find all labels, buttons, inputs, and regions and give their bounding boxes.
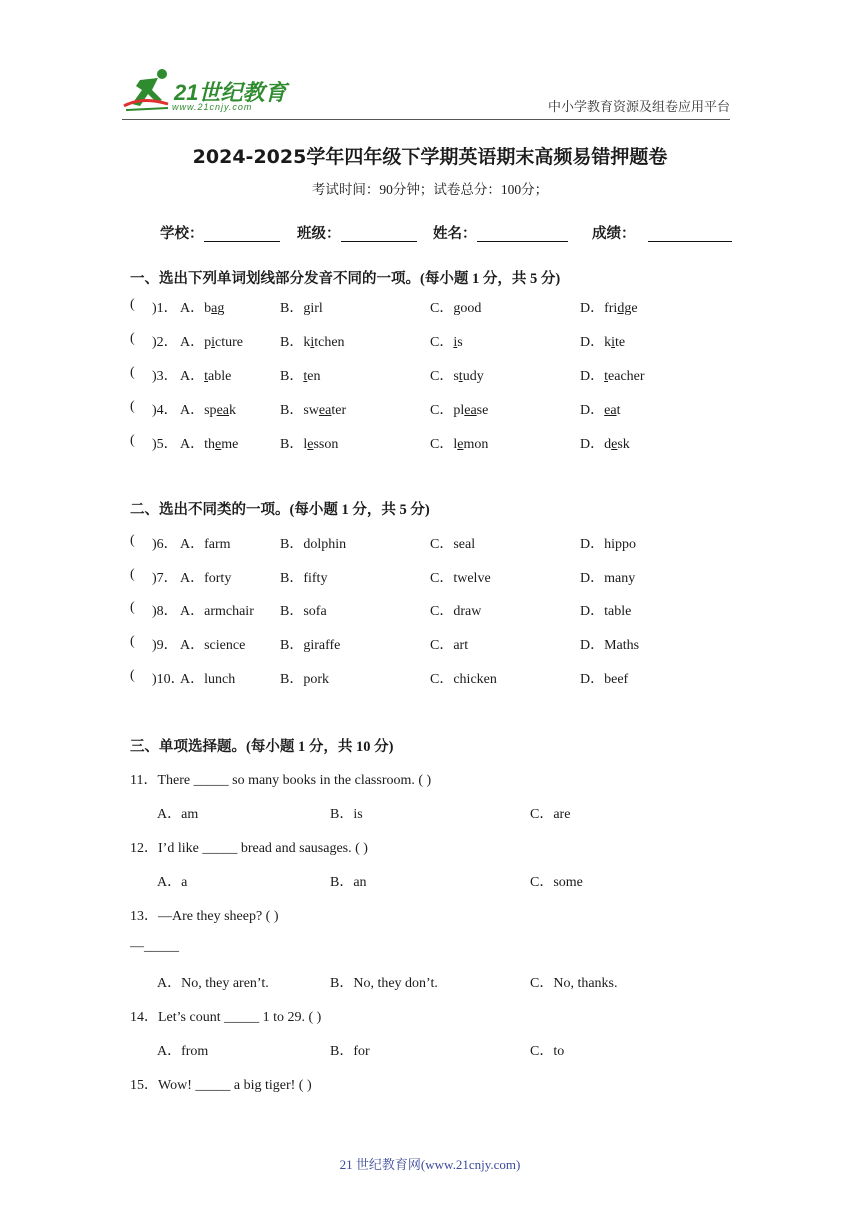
question-number: )9． bbox=[152, 638, 178, 653]
option-c: C．twelve bbox=[430, 571, 491, 586]
exam-title: 2024-2025学年四年级下学期英语期末高频易错押题卷 bbox=[192, 146, 668, 168]
option-c: C．chicken bbox=[430, 672, 497, 687]
q11-option-b: B．is bbox=[330, 807, 363, 822]
q14-option-a: A．from bbox=[157, 1044, 209, 1059]
score-blank bbox=[648, 225, 732, 242]
question-12: 12．I’d like _____ bread and sausages. ( ) bbox=[130, 841, 368, 856]
question-15: 15．Wow! _____ a big tiger! ( ) bbox=[130, 1078, 312, 1093]
option-d: D．table bbox=[580, 604, 632, 619]
option-d: D．teacher bbox=[580, 369, 645, 384]
question-number: )4． bbox=[152, 403, 178, 418]
option-c: C．seal bbox=[430, 537, 476, 552]
answer-paren: ( bbox=[130, 331, 135, 346]
q14-option-b: B．for bbox=[330, 1044, 370, 1059]
platform-name: 中小学教育资源及组卷应用平台 bbox=[547, 99, 730, 114]
question-number: )2． bbox=[152, 335, 178, 350]
option-a: A．theme bbox=[180, 437, 239, 452]
answer-paren: ( bbox=[130, 634, 135, 649]
option-a: A．forty bbox=[180, 571, 232, 586]
score-label: 成绩： bbox=[592, 226, 636, 242]
question-row-7 bbox=[130, 567, 750, 587]
option-b: B．sofa bbox=[280, 604, 327, 619]
option-b: B．fifty bbox=[280, 571, 328, 586]
answer-paren: ( bbox=[130, 668, 135, 683]
page-header bbox=[0, 0, 860, 120]
q12-option-c: C．some bbox=[530, 875, 583, 890]
name-blank bbox=[477, 225, 568, 242]
question-number: )8． bbox=[152, 604, 178, 619]
option-d: D．many bbox=[580, 571, 636, 586]
answer-paren: ( bbox=[130, 433, 135, 448]
option-b: B．sweater bbox=[280, 403, 347, 418]
option-c: C．please bbox=[430, 403, 489, 418]
question-11: 11．There _____ so many books in the classroom. ( ) bbox=[130, 773, 432, 788]
option-a: A．science bbox=[180, 638, 246, 653]
name-field bbox=[433, 222, 568, 243]
option-d: D．kite bbox=[580, 335, 626, 350]
question-number: )3． bbox=[152, 369, 178, 384]
q11-option-a: A．am bbox=[157, 807, 199, 822]
runner-logo-icon bbox=[122, 66, 174, 112]
q12-option-b: B．an bbox=[330, 875, 367, 890]
question-number: )5． bbox=[152, 437, 178, 452]
option-a: A．table bbox=[180, 369, 232, 384]
option-a: A．speak bbox=[180, 403, 236, 418]
answer-paren: ( bbox=[130, 365, 135, 380]
option-d: D．beef bbox=[580, 672, 629, 687]
option-b: B．giraffe bbox=[280, 638, 341, 653]
option-c: C．study bbox=[430, 369, 484, 384]
page-footer: 21 世纪教育网(www.21cnjy.com) bbox=[339, 1157, 521, 1172]
option-d: D．Maths bbox=[580, 638, 640, 653]
option-d: D．desk bbox=[580, 437, 630, 452]
question-row-10 bbox=[130, 668, 750, 688]
option-b: B．lesson bbox=[280, 437, 339, 452]
logo-text: 21世纪教育 bbox=[174, 80, 287, 105]
option-b: B．ten bbox=[280, 369, 321, 384]
question-row-1 bbox=[130, 297, 750, 317]
section3-heading: 三、单项选择题。(每小题 1 分，共 10 分) bbox=[130, 739, 394, 755]
question-row-5 bbox=[130, 433, 750, 453]
option-b: B．girl bbox=[280, 301, 323, 316]
option-c: C．lemon bbox=[430, 437, 489, 452]
option-a: A．picture bbox=[180, 335, 243, 350]
answer-paren: ( bbox=[130, 600, 135, 615]
q13-option-b: B．No, they don’t. bbox=[330, 976, 438, 991]
question-number: )6． bbox=[152, 537, 178, 552]
answer-paren: ( bbox=[130, 297, 135, 312]
q13-answer-line: —_____ bbox=[130, 939, 179, 954]
school-field bbox=[160, 222, 280, 243]
question-row-9 bbox=[130, 634, 750, 654]
option-b: B．kitchen bbox=[280, 335, 345, 350]
class-blank bbox=[341, 225, 417, 242]
q11-option-c: C．are bbox=[530, 807, 571, 822]
class-label: 班级： bbox=[297, 226, 341, 242]
option-a: A．bag bbox=[180, 301, 225, 316]
option-d: D．eat bbox=[580, 403, 621, 418]
option-a: A．farm bbox=[180, 537, 231, 552]
option-c: C．is bbox=[430, 335, 463, 350]
option-a: A．lunch bbox=[180, 672, 236, 687]
class-field bbox=[297, 222, 417, 243]
q13-option-a: A．No, they aren’t. bbox=[157, 976, 269, 991]
option-b: B．dolphin bbox=[280, 537, 347, 552]
question-row-4 bbox=[130, 399, 750, 419]
question-row-8 bbox=[130, 600, 750, 620]
q13-option-c: C．No, thanks. bbox=[530, 976, 618, 991]
answer-paren: ( bbox=[130, 399, 135, 414]
answer-paren: ( bbox=[130, 567, 135, 582]
question-13: 13．—Are they sheep? ( ) bbox=[130, 909, 279, 924]
question-number: )10． bbox=[152, 672, 185, 687]
logo bbox=[122, 66, 292, 116]
question-row-6 bbox=[130, 533, 750, 553]
question-number: )1． bbox=[152, 301, 178, 316]
school-label: 学校： bbox=[160, 226, 204, 242]
option-c: C．art bbox=[430, 638, 469, 653]
option-d: D．hippo bbox=[580, 537, 636, 552]
section1-heading: 一、选出下列单词划线部分发音不同的一项。(每小题 1 分，共 5 分) bbox=[130, 271, 561, 287]
header-divider bbox=[122, 119, 730, 120]
option-d: D．fridge bbox=[580, 301, 638, 316]
option-c: C．good bbox=[430, 301, 482, 316]
option-c: C．draw bbox=[430, 604, 482, 619]
question-row-3 bbox=[130, 365, 750, 385]
q12-option-a: A．a bbox=[157, 875, 188, 890]
question-14: 14．Let’s count _____ 1 to 29. ( ) bbox=[130, 1010, 322, 1025]
score-field bbox=[592, 222, 732, 243]
option-a: A．armchair bbox=[180, 604, 254, 619]
name-label: 姓名： bbox=[433, 226, 477, 242]
answer-paren: ( bbox=[130, 533, 135, 548]
question-number: )7． bbox=[152, 571, 178, 586]
q14-option-c: C．to bbox=[530, 1044, 565, 1059]
exam-subtitle: 考试时间：90分钟；试卷总分：100分； bbox=[311, 182, 549, 197]
option-b: B．pork bbox=[280, 672, 329, 687]
section2-heading: 二、选出不同类的一项。(每小题 1 分，共 5 分) bbox=[130, 502, 430, 518]
question-row-2 bbox=[130, 331, 750, 351]
logo-url: www.21cnjy.com bbox=[172, 102, 253, 112]
school-blank bbox=[204, 225, 280, 242]
